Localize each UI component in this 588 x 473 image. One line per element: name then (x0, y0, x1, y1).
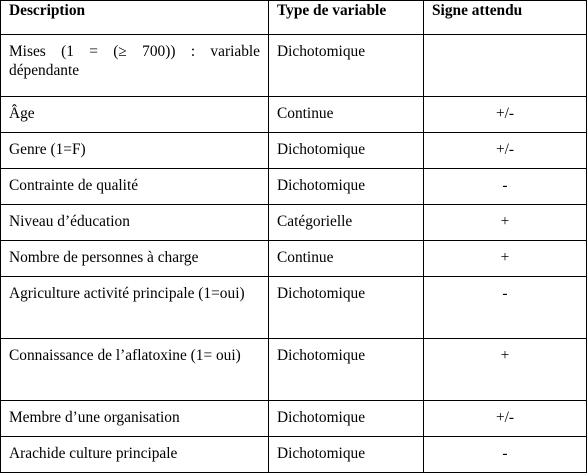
table-row (1, 133, 587, 169)
table-row (1, 401, 587, 437)
table-row (1, 97, 587, 133)
cell-sign: + (424, 241, 587, 277)
cell-sign: - (424, 169, 587, 205)
cell-description: Genre (1=F) (1, 133, 269, 169)
cell-description: Membre d’une organisation (1, 401, 269, 437)
header-description: Description (1, 1, 269, 35)
header-type: Type de variable (269, 1, 424, 35)
cell-description: Âge (1, 97, 269, 133)
cell-type: Dichotomique (269, 277, 424, 339)
header-sign: Signe attendu (424, 1, 587, 35)
cell-type: Dichotomique (269, 339, 424, 401)
cell-description: Mises (1 = (≥ 700)) : variable dépendante (1, 35, 269, 97)
cell-sign: +/- (424, 401, 587, 437)
cell-description: Niveau d’éducation (1, 205, 269, 241)
cell-description: Agriculture activité principale (1=oui) (1, 277, 269, 339)
cell-description: Connaissance de l’aflatoxine (1= oui) (1, 339, 269, 401)
cell-type: Continue (269, 97, 424, 133)
cell-sign: + (424, 339, 587, 401)
table-row (1, 277, 587, 339)
table-body (1, 35, 587, 473)
table-row (1, 339, 587, 401)
cell-sign: + (424, 205, 587, 241)
cell-sign (424, 35, 587, 97)
cell-description: Contrainte de qualité (1, 169, 269, 205)
cell-sign: +/- (424, 133, 587, 169)
table-row (1, 437, 587, 473)
cell-type: Dichotomique (269, 35, 424, 97)
cell-sign: - (424, 437, 587, 473)
cell-type: Dichotomique (269, 169, 424, 205)
cell-sign: - (424, 277, 587, 339)
table-header (1, 1, 587, 35)
cell-type: Dichotomique (269, 437, 424, 473)
table-row (1, 241, 587, 277)
table-row (1, 169, 587, 205)
cell-type: Dichotomique (269, 401, 424, 437)
table-row (1, 35, 587, 97)
cell-type: Dichotomique (269, 133, 424, 169)
cell-sign: +/- (424, 97, 587, 133)
cell-description: Arachide culture principale (1, 437, 269, 473)
cell-type: Catégorielle (269, 205, 424, 241)
table-row (1, 205, 587, 241)
cell-type: Continue (269, 241, 424, 277)
cell-description: Nombre de personnes à charge (1, 241, 269, 277)
